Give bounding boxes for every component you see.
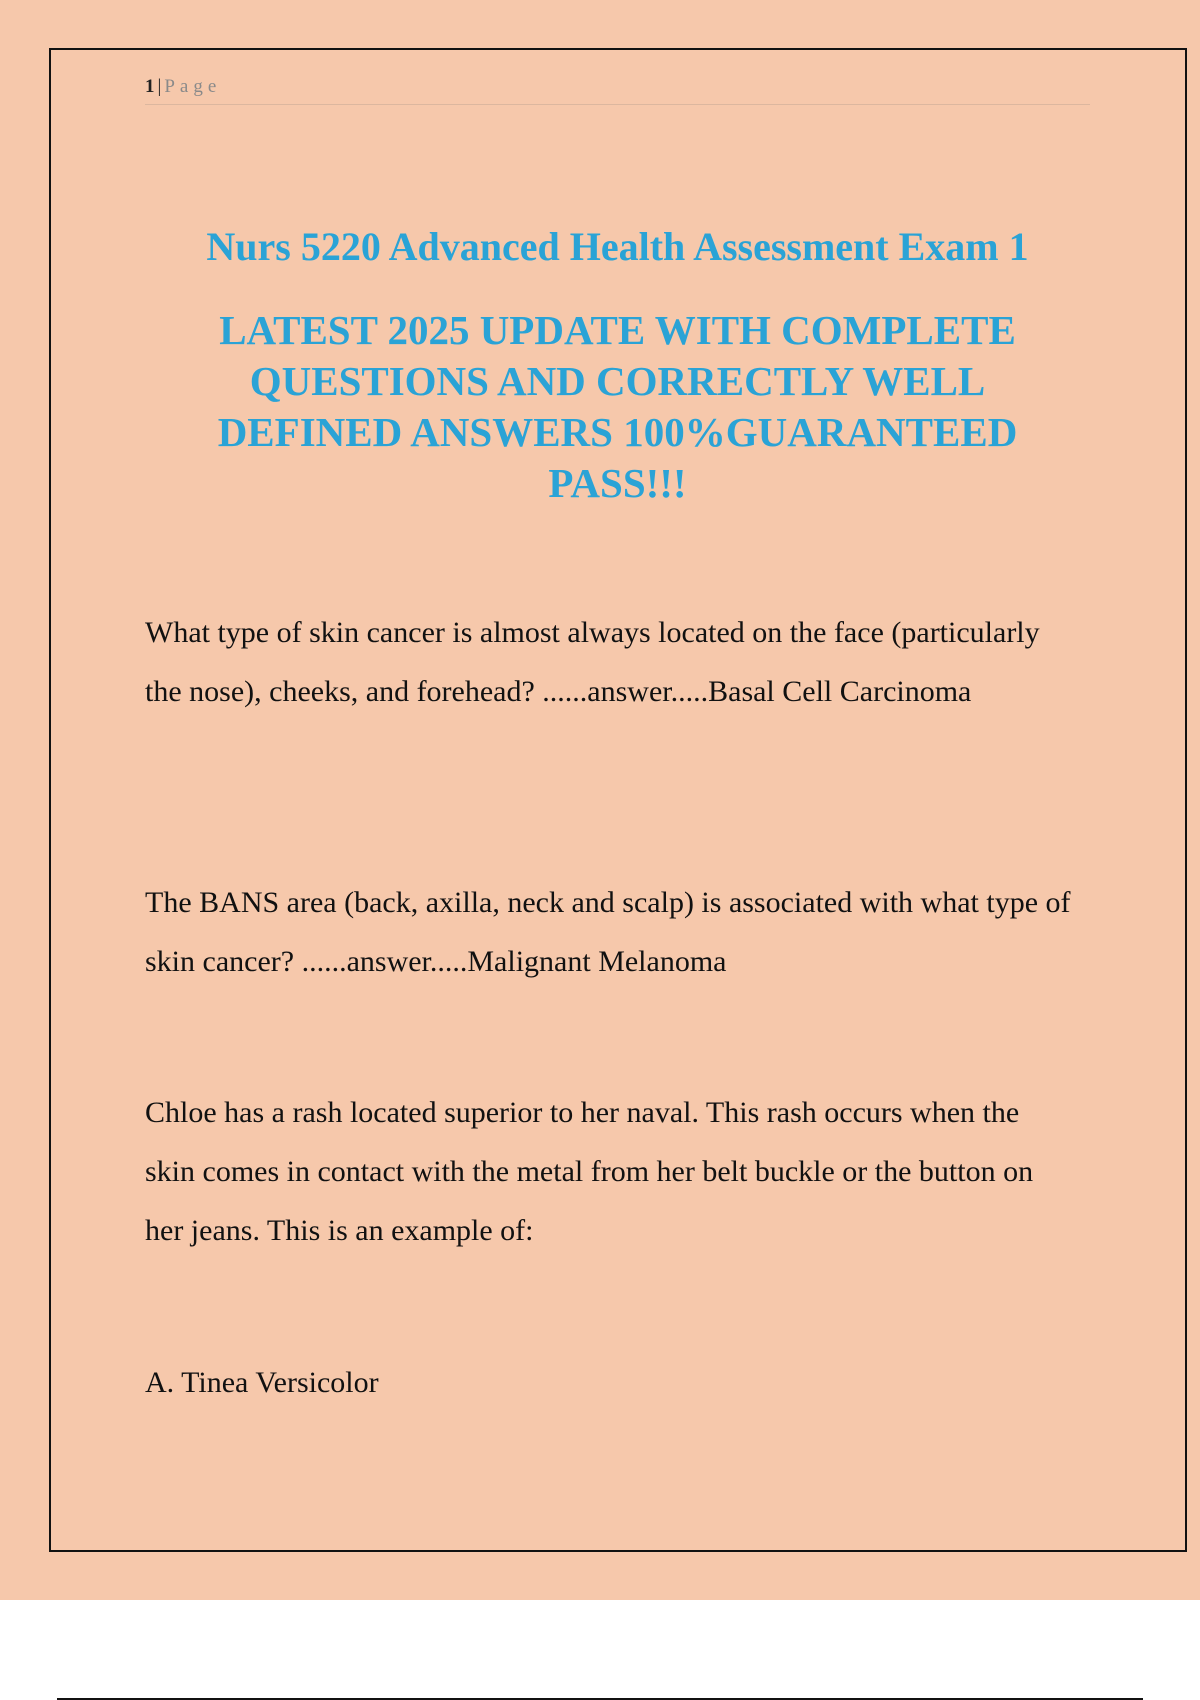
- answer-option-a: A. Tinea Versicolor: [145, 1366, 379, 1399]
- document-subtitle: LATEST 2025 UPDATE WITH COMPLETE QUESTIONS AND CORRECTLY WELL DEFINED ANSWERS 100%GUARANTEED PASS!!!: [217, 307, 1018, 506]
- page-label: Page: [164, 76, 222, 97]
- page-number: 1: [145, 76, 155, 97]
- document-title: Nurs 5220 Advanced Health Assessment Exam 1: [206, 224, 1029, 269]
- page-border: [49, 48, 1187, 1552]
- question-2: The BANS area (back, axilla, neck and scalp) is associated with what type of skin cancer? ......answer.....Malignant Melanoma: [145, 886, 1071, 978]
- page-header: [145, 74, 1090, 105]
- question-3: Chloe has a rash located superior to her naval. This rash occurs when the skin comes in contact with the metal from her belt buckle or the button on her jeans. This is an example of:: [145, 1096, 1034, 1247]
- question-1: What type of skin cancer is almost always located on the face (particularly the nose), cheeks, and forehead? ......answer.....Basal Cell Carcinoma: [145, 616, 1040, 708]
- page-separator: |: [157, 76, 162, 97]
